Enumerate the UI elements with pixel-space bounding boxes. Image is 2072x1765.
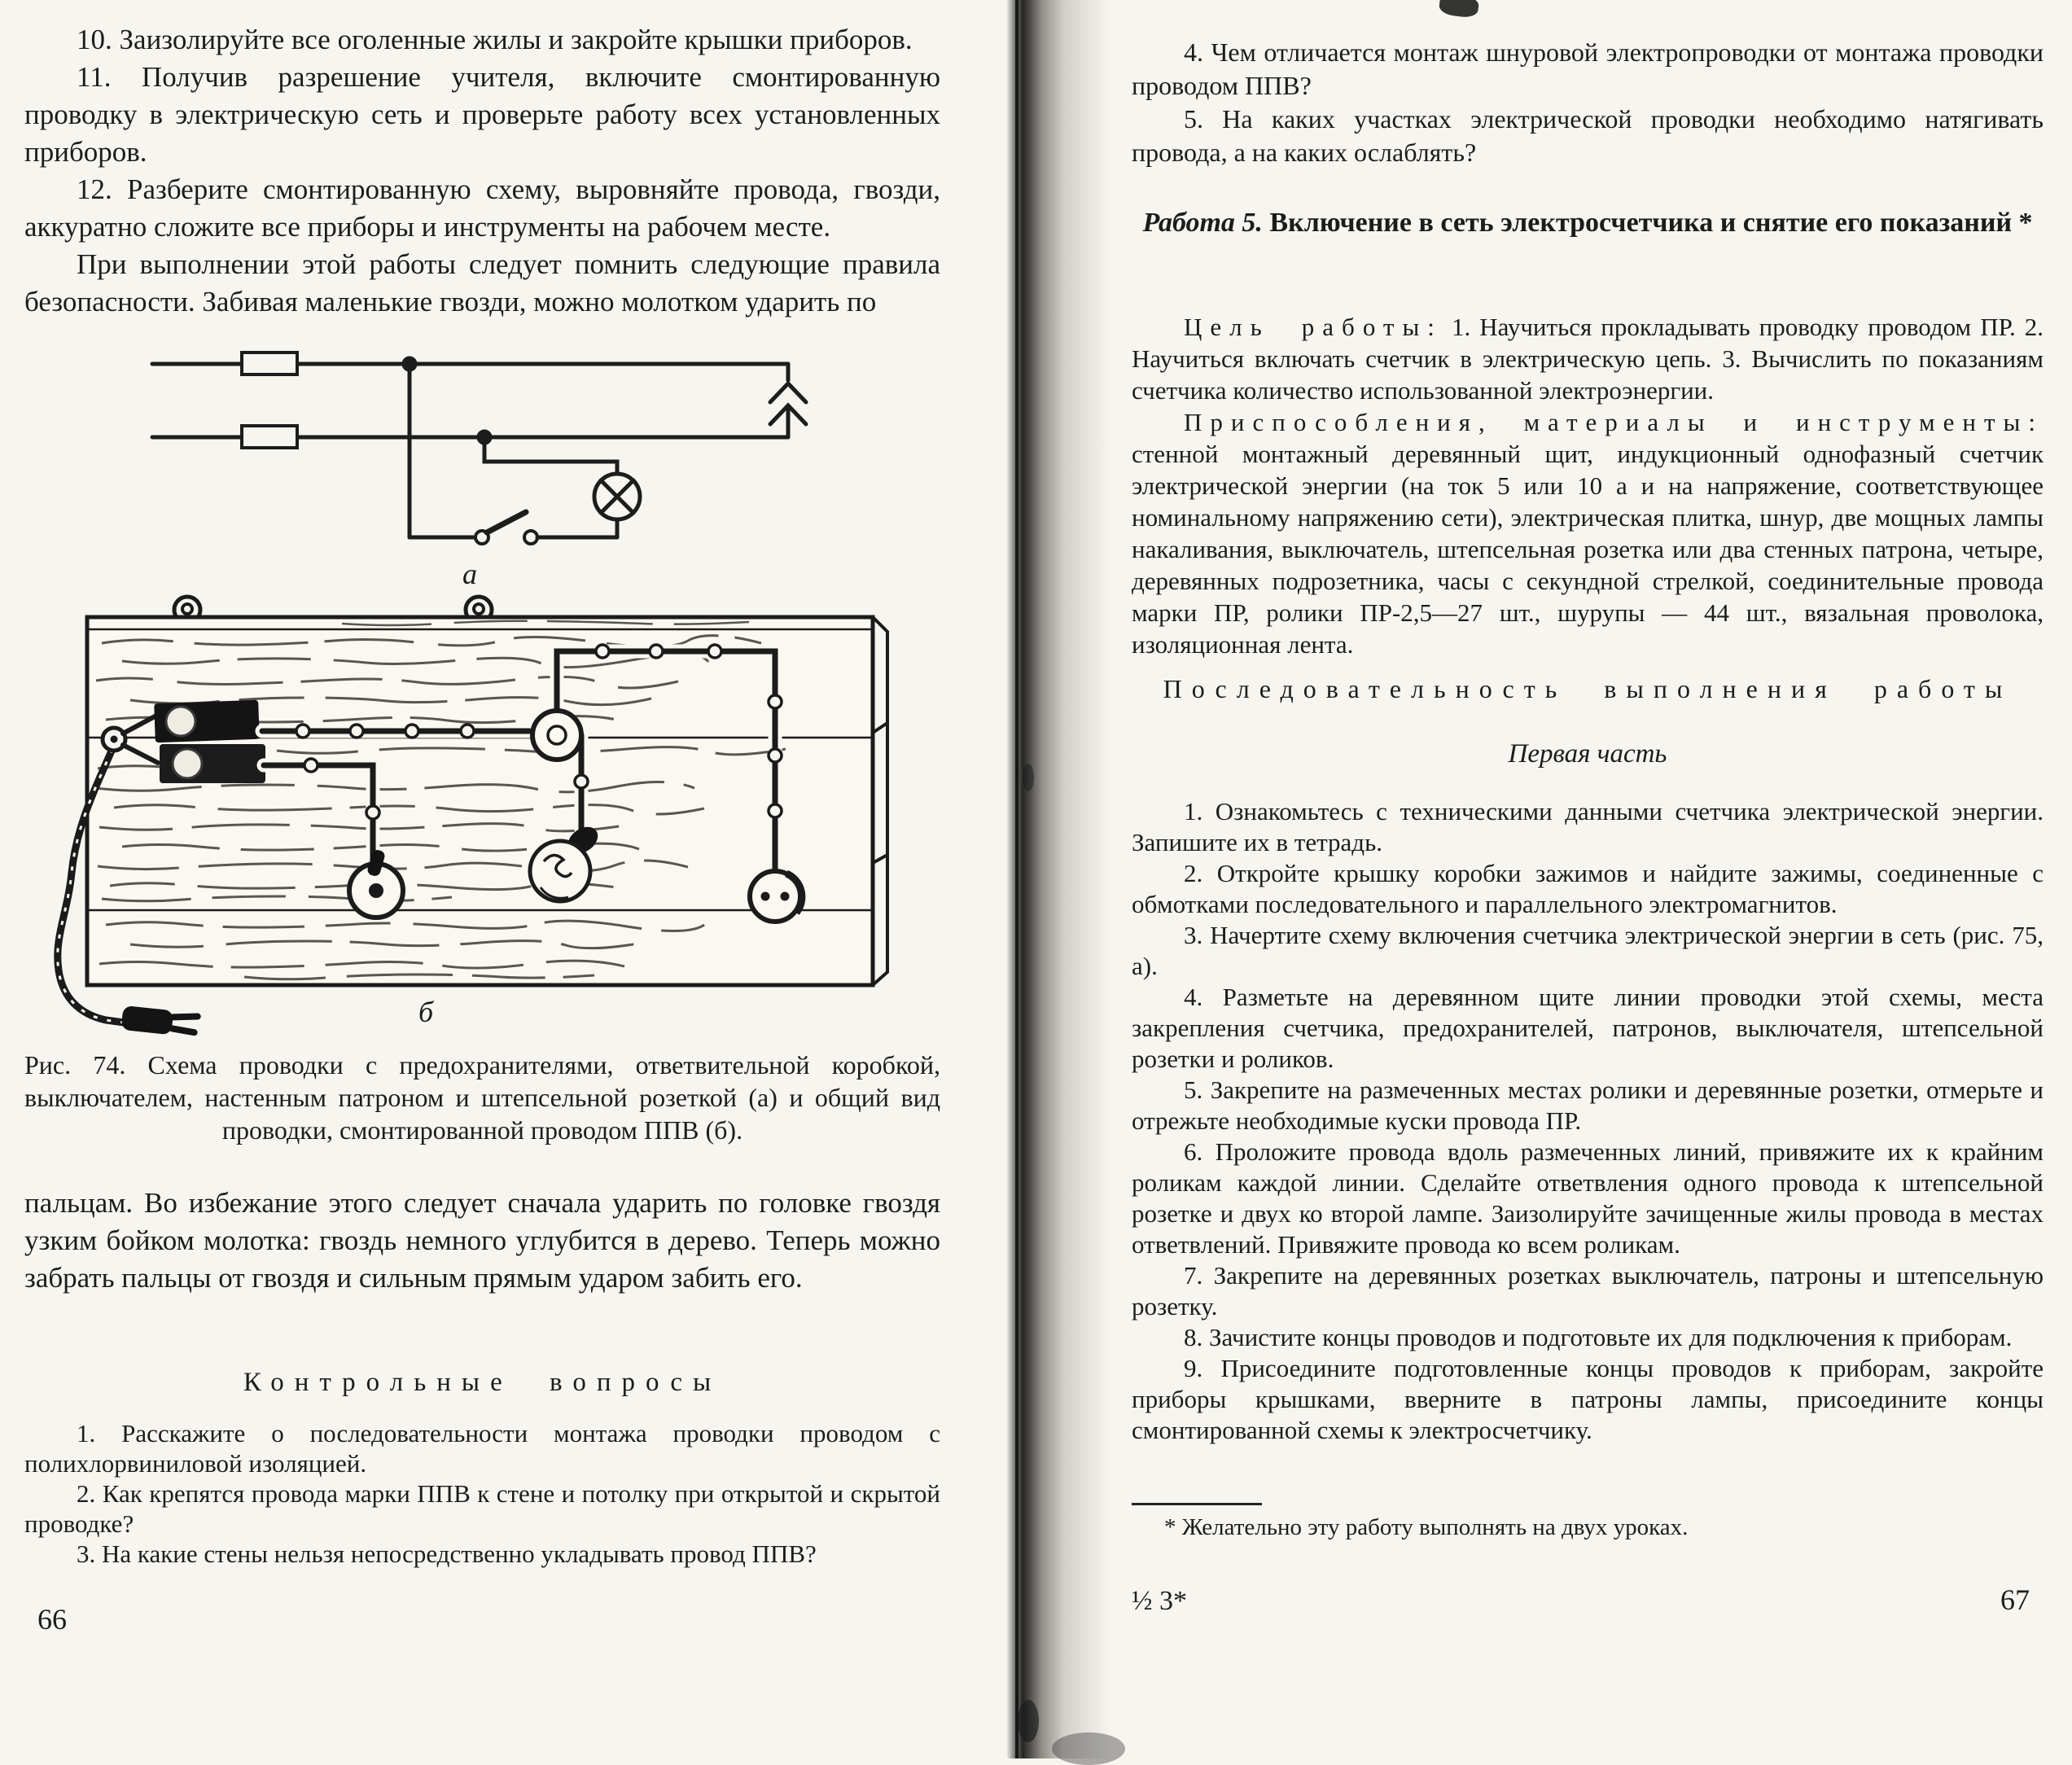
materials-label: Приспособления, материалы и инструменты: bbox=[1184, 408, 2044, 436]
sequence-heading: Последовательность выполнения работы bbox=[1163, 674, 2013, 703]
step-1: 1. Ознакомьтесь с техническими данными счетчика электрической энергии. Запишите их в тетрадь. bbox=[1132, 797, 2044, 856]
figure-b-label: б bbox=[418, 996, 434, 1028]
question-3: 3. На какие стены нельзя непосредственно укладывать провод ППВ? bbox=[77, 1539, 817, 1568]
scan-smudge bbox=[1023, 764, 1034, 791]
wiring-board-illustration-figure-b bbox=[23, 591, 906, 1043]
fuse-symbol-top bbox=[242, 353, 297, 374]
step-6: 6. Проложите провода вдоль размеченных линий, привяжите их к крайним роликам каждой линии. Сделайте ответвления одного провода к штепсельной розетке и двух ко второй лампе. Заизолируйте зачищенные жилы провода в местах ответвлений. Привяжите провода ко всем роликам. bbox=[1132, 1137, 2044, 1259]
scan-smudge bbox=[1052, 1732, 1125, 1765]
figure-caption: Рис. 74. Схема проводки с предохранителями, ответвительной коробкой, выключателем, настенным патроном и штепсельной розеткой (а) и общий вид проводки, смонтированной проводом ППВ (б). bbox=[24, 1050, 940, 1145]
materials-paragraph bbox=[1132, 406, 2044, 660]
step-7: 7. Закрепите на деревянных розетках выключатель, патроны и штепсельную розетку. bbox=[1132, 1261, 2044, 1320]
fuse-symbol-bottom bbox=[242, 426, 297, 448]
paragraph-step-11: 11. Получив разрешение учителя, включите смонтированную проводку в электрическую сеть и проверьте работу всех установленных приборов. bbox=[24, 61, 940, 168]
board-side-bevel bbox=[873, 617, 887, 985]
plug bbox=[120, 1005, 198, 1037]
step-3: 3. Начертите схему включения счетчика электрической энергии в сеть (рис. 75, а). bbox=[1132, 921, 2044, 980]
step-4: 4. Разметьте на деревянном щите линии проводки этой схемы, места закрепления счетчика, предохранителей, патронов, выключателя, штепсельной розетки и роликов. bbox=[1132, 983, 2044, 1073]
scan-smudge bbox=[1018, 1700, 1039, 1742]
paragraph-safety-continued: пальцам. Во избежание этого следует сначала ударить по головке гвоздя узким бойком молотка: гвоздь немного углубится в дерево. Теперь можно забрать пальцы от гвоздя и сильным прямым ударом забить его. bbox=[24, 1187, 940, 1294]
paragraph-step-12: 12. Разберите смонтированную схему, выровняйте провода, гвозди, аккуратно сложите все приборы и инструменты на рабочем месте. bbox=[24, 173, 940, 243]
left-page bbox=[0, 0, 1014, 1758]
work-number-label: Работа 5. bbox=[1142, 208, 1263, 238]
question-4: 4. Чем отличается монтаж шнуровой электропроводки от монтажа проводки проводом ППВ? bbox=[1132, 37, 2044, 100]
step-9: 9. Присоедините подготовленные концы проводов к приборам, закройте приборы крышками, вверните в патроны лампы, присоедините концы смонтированной схемы к электросчетчику. bbox=[1132, 1354, 2044, 1444]
question-1: 1. Расскажите о последовательности монтажа проводки проводом с полихлорвиниловой изоляцией. bbox=[24, 1419, 940, 1478]
goal-and-materials bbox=[1132, 311, 2044, 660]
figure-a-label: а bbox=[462, 558, 477, 590]
socket-fork-symbol bbox=[770, 383, 806, 402]
step-5: 5. Закрепите на размеченных местах ролики и деревянные розетки, отмерьте и отрежьте необходимые куски провода ПР. bbox=[1132, 1075, 2044, 1135]
control-questions-heading: Контрольные вопросы bbox=[243, 1368, 722, 1397]
footnote-separator bbox=[1132, 1503, 1262, 1505]
work-steps-list bbox=[1132, 796, 2044, 1446]
wooden-board bbox=[87, 617, 873, 985]
step-2: 2. Откройте крышку коробки зажимов и найдите зажимы, соединенные с обмотками последовательного и параллельного электромагнитов. bbox=[1132, 859, 2044, 918]
page-number-66: 66 bbox=[37, 1603, 67, 1636]
plug-arrow-symbol bbox=[770, 405, 806, 437]
circuit-schematic-figure-a bbox=[114, 346, 830, 582]
control-questions-continued bbox=[1132, 36, 2044, 169]
page-number-67: 67 bbox=[2000, 1583, 2030, 1616]
part-one-heading: Первая часть bbox=[1508, 739, 1667, 769]
footnote: * Желательно эту работу выполнять на двух уроках. bbox=[1164, 1514, 1689, 1540]
question-5: 5. На каких участках электрической проводки необходимо натягивать провода, а на каких ослаблять? bbox=[1132, 104, 2044, 167]
step-8: 8. Зачистите концы проводов и подготовьте их для подключения к приборам. bbox=[1184, 1323, 2013, 1351]
lamp-feed-wire bbox=[484, 437, 617, 474]
control-questions-list bbox=[24, 1418, 940, 1569]
goal-label: Цель работы: bbox=[1184, 313, 1443, 341]
goal-paragraph bbox=[1132, 311, 2044, 406]
right-page bbox=[1083, 0, 2072, 1758]
lamp-bulb bbox=[530, 841, 590, 901]
materials-text: стенной монтажный деревянный щит, индукционный однофазный счетчик электрической энергии (на ток 5 или 10 а и на напряжение, соответствующее номинальному напряжению сети), электрическая плитка, шнур, две мощных лампы накаливания, выключатель, штепсельная розетка или два стенных патрона, четыре, деревянных подрозетника, часы с секундной стрелкой, соединительные провода марки ПР, ролики ПР-2,5—27 шт., шурупы — 44 шт., вязальная проволока, изоляционная лента. bbox=[1132, 440, 2044, 659]
paragraph-step-10: 10. Заизолируйте все оголенные жилы и закройте крышки приборов. bbox=[77, 24, 913, 55]
book-gutter-shadow bbox=[1006, 0, 1110, 1758]
goal-text: 1. Научиться прокладывать проводку проводом ПР. 2. Научиться включать счетчик в электрическую цепь. 3. Вычислить по показаниям счетчика количество использованной электроэнергии. bbox=[1132, 313, 2044, 405]
switch-lever bbox=[487, 512, 526, 532]
book-gutter-crease bbox=[1015, 0, 1018, 1758]
question-2: 2. Как крепятся провода марки ППВ к стене и потолку при открытой и скрытой проводке? bbox=[24, 1479, 940, 1538]
left-intro-paragraphs bbox=[24, 21, 940, 321]
wall-socket bbox=[750, 871, 802, 922]
paragraph-safety: При выполнении этой работы следует помнить следующие правила безопасности. Забивая маленькие гвозди, можно молотком ударить по bbox=[24, 248, 940, 318]
insulator-pin bbox=[111, 736, 118, 743]
junction-box bbox=[532, 711, 581, 760]
work-title: Включение в сеть электросчетчика и снятие его показаний * bbox=[1269, 208, 2033, 238]
plug-prongs bbox=[172, 1014, 198, 1032]
work-5-heading bbox=[1132, 204, 2044, 243]
signature-mark: ½ 3* bbox=[1132, 1586, 1187, 1616]
